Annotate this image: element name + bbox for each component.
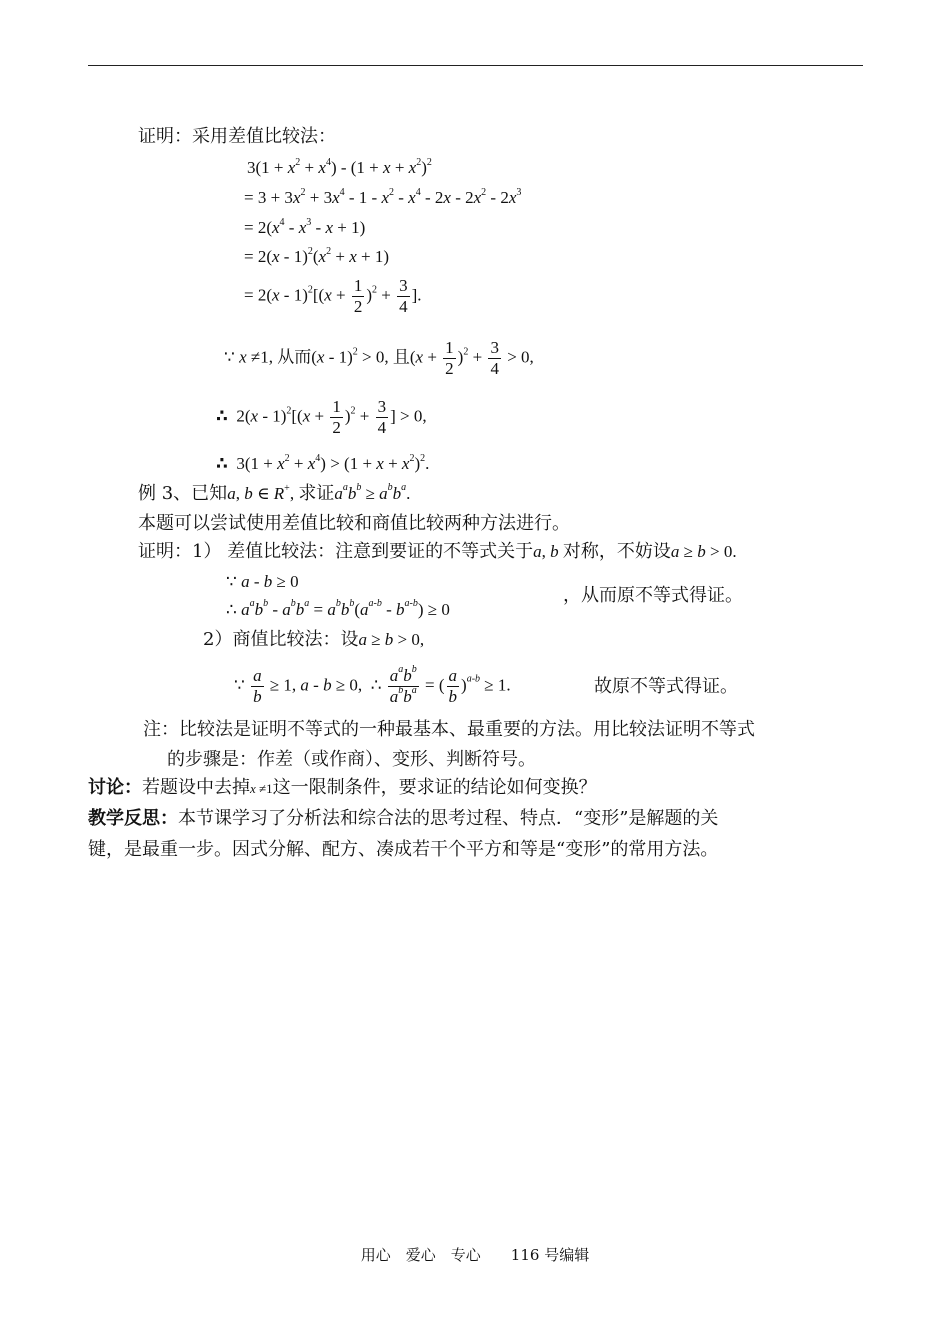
example-3-hint: 本题可以尝试使用差值比较和商值比较两种方法进行。 [138,513,570,534]
reflection-line-2: 键，是最重一步。因式分解、配方、凑成若干个平方和等是“变形”的常用方法。 [88,839,719,860]
page-footer: 用心 爱心 专心 116 号编辑 [360,1246,590,1264]
reflection-line-1: 教学反思：本节课学习了分析法和综合法的思考过程、特点．“变形”是解题的关 [88,808,719,829]
equation-line-5: = 2(x - 1)$^2$[(x + $\frac{1}{2}$ )$^2$ + $\frac{3}{4}$ ]. [244,276,422,316]
equation-line-1: $3(1 + x^2 + x^4) - (1 + x + x^2)^2$ [247,157,432,177]
method-1-intro: 证明：1） 差值比较法：注意到要证的不等式关于a, b 对称，不妨设a ≥ b > 0. [138,541,737,562]
equation-line-3: = $2(x^4 - x^3 - x + 1)$ [244,217,366,237]
example-3-statement: 例 3、已知a, b ∈ R+, 求证$a^ab^b \ge a^bb^a$. [138,482,411,504]
fraction-three-quarters: $\frac{3}{4}$ [399,276,408,316]
proof-intro: 证明：采用差值比较法： [138,126,336,147]
equation-line-4: = $2(x - 1)^2(x^2 + x + 1)$ [244,246,389,266]
method-2-intro: 2）商值比较法：设a ≥ b > 0, [203,629,425,650]
header-rule [88,65,863,66]
note-line-2: 的步骤是：作差（或作商）、变形、判断符号。 [167,749,536,770]
method-1-conclusion: ，从而原不等式得证。 [563,585,743,606]
method-2-conclusion: 故原不等式得证。 [594,676,738,697]
method-1-step-a: ∵ a - b ≥ 0 [226,572,299,592]
method-2-step: ∵ $\frac{a}{b}$ ≥ 1, a - b ≥ 0, ∴ $\frac{a^ab^b}{a^bb^a}$ = ( $\frac{a}{b}$ )$^{a-b}$ ≥ 1. [234,664,511,706]
therefore-line-1: ∴ 2(x - 1)$^2$[(x + $\frac{1}{2}$ )$^2$ + $\frac{3}{4}$ ] > 0, [216,397,427,437]
note-line-1: 注：比较法是证明不等式的一种最基本、最重要的方法。用比较法证明不等式 [143,719,755,740]
therefore-line-2: ∴ $3(1 + x^2 + x^4) > (1 + x + x^2)^2$. [216,453,430,474]
equation-line-2: = $3 + 3x^2 + 3x^4 - 1 - x^2 - x^4 - 2x - 2x^2 - 2x^3$ [244,187,522,207]
method-1-step-b: ∴ $a^ab^b - a^bb^a = a^bb^b(a^{a-b} - b^{a-b}) \ge 0$ [226,598,450,620]
because-line: ∵ x ≠1, 从而(x - 1)$^2$ > 0, 且(x + $\frac{1}{2}$ )$^2$ + $\frac{3}{4}$ > 0, [224,338,534,378]
discussion: 讨论：若题设中去掉x ≠1这一限制条件，要求证的结论如何变换？ [88,777,597,798]
fraction-half: $\frac{1}{2}$ [353,276,363,316]
